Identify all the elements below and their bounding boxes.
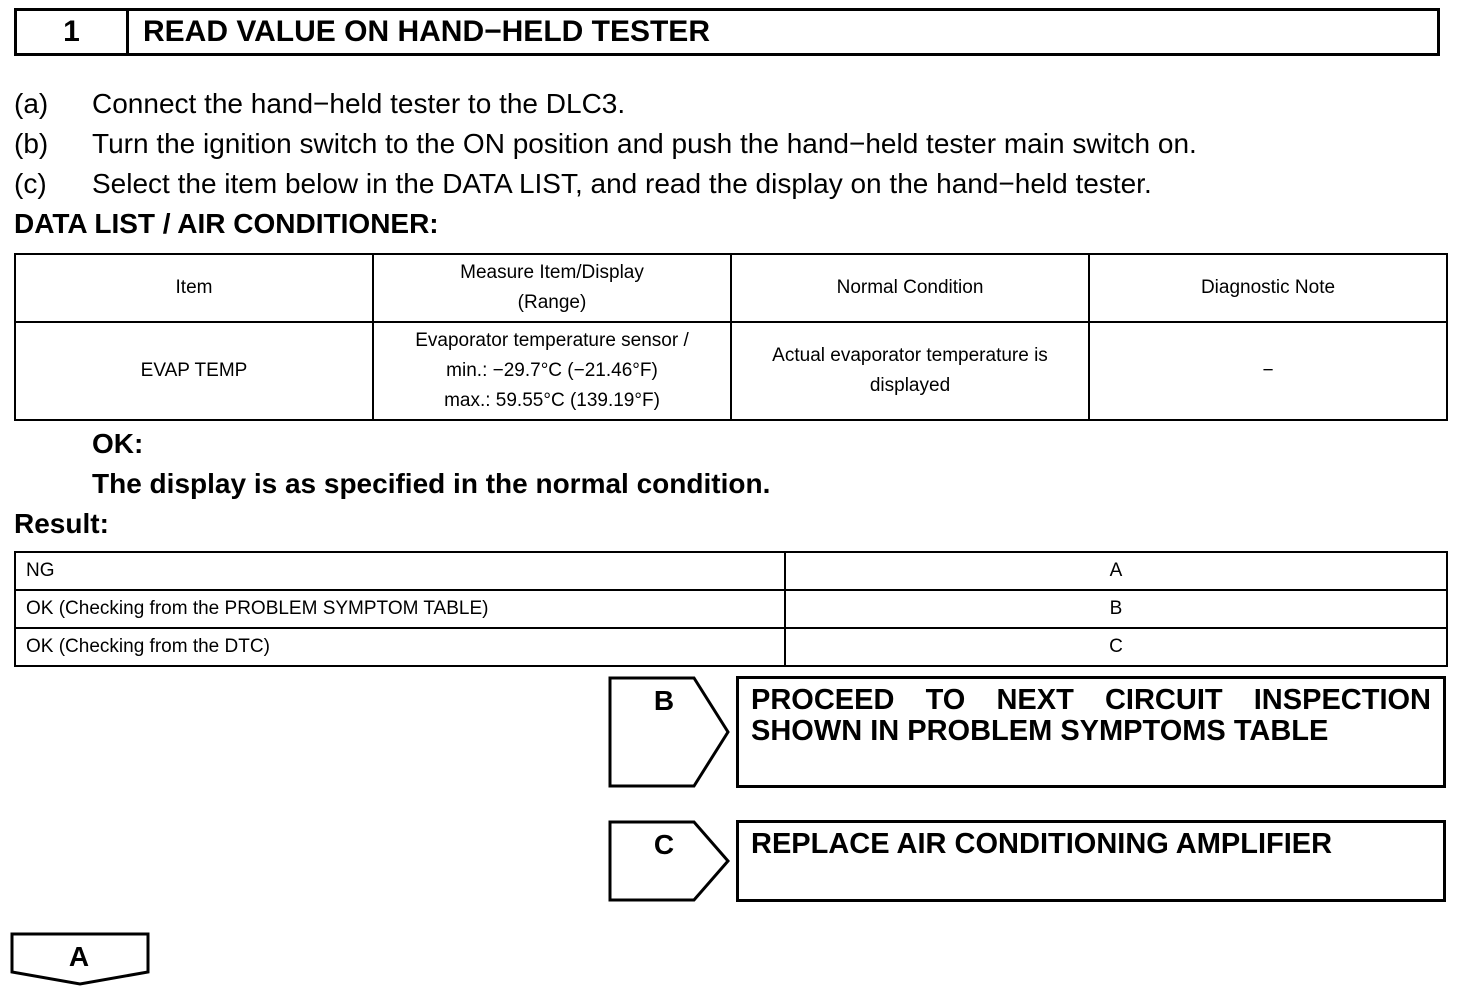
data-list-table bbox=[14, 253, 1448, 421]
branch-b-action-text: PROCEED TO NEXT CIRCUIT INSPECTION SHOWN IN PROBLEM SYMPTOMS TABLE bbox=[751, 684, 1431, 747]
table-header-row bbox=[15, 254, 1447, 322]
instruction-label: (c) bbox=[14, 168, 47, 199]
step-title: READ VALUE ON HAND−HELD TESTER bbox=[143, 15, 710, 48]
branch-b-letter: B bbox=[653, 685, 675, 716]
table-row bbox=[15, 322, 1447, 420]
instruction-a bbox=[14, 86, 625, 122]
instruction-label: (a) bbox=[14, 88, 49, 119]
branch-c-letter: C bbox=[653, 829, 675, 860]
result-condition: NG bbox=[15, 552, 785, 590]
measure-line: max.: 59.55°C (139.19°F) bbox=[444, 390, 660, 411]
branch-a-letter: A bbox=[68, 941, 90, 972]
column-header bbox=[373, 254, 731, 322]
item-cell: EVAP TEMP bbox=[15, 322, 373, 420]
measure-line: min.: −29.7°C (−21.46°F) bbox=[446, 360, 658, 381]
ok-text: The display is as specified in the normal condition. bbox=[92, 468, 771, 499]
diagnostic-note-cell: − bbox=[1089, 322, 1447, 420]
branch-b-action-box bbox=[736, 676, 1446, 788]
column-header-line: Measure Item/Display bbox=[460, 262, 644, 283]
table-row bbox=[15, 552, 1447, 590]
result-code: A bbox=[785, 552, 1447, 590]
instruction-text: Select the item below in the DATA LIST, and read the display on the hand−held tester. bbox=[92, 168, 1152, 199]
data-list-heading: DATA LIST / AIR CONDITIONER: bbox=[14, 208, 439, 239]
column-header: Diagnostic Note bbox=[1089, 254, 1447, 322]
branch-c-action-text: REPLACE AIR CONDITIONING AMPLIFIER bbox=[751, 828, 1333, 860]
measure-cell bbox=[373, 322, 731, 420]
instruction-c bbox=[14, 166, 1152, 202]
normal-line: Actual evaporator temperature is bbox=[772, 345, 1048, 366]
column-header: Item bbox=[15, 254, 373, 322]
normal-line: displayed bbox=[869, 375, 951, 396]
instruction-text: Connect the hand−held tester to the DLC3. bbox=[92, 88, 626, 119]
ok-label: OK: bbox=[92, 428, 144, 459]
instruction-b bbox=[14, 126, 1197, 162]
result-code: C bbox=[785, 628, 1447, 666]
result-table bbox=[14, 551, 1448, 667]
normal-condition-cell bbox=[731, 322, 1089, 420]
step-number: 1 bbox=[17, 11, 129, 53]
branch-c-action-box bbox=[736, 820, 1446, 902]
result-condition: OK (Checking from the DTC) bbox=[15, 628, 785, 666]
instruction-text: Turn the ignition switch to the ON position and push the hand−held tester main switch on. bbox=[92, 128, 1197, 159]
column-header-line: (Range) bbox=[517, 292, 587, 313]
instruction-label: (b) bbox=[14, 128, 49, 159]
result-code: B bbox=[785, 590, 1447, 628]
column-header: Normal Condition bbox=[731, 254, 1089, 322]
procedure-header bbox=[14, 8, 1440, 56]
table-row bbox=[15, 590, 1447, 628]
result-condition: OK (Checking from the PROBLEM SYMPTOM TABLE) bbox=[15, 590, 785, 628]
result-heading: Result: bbox=[14, 508, 109, 539]
table-row bbox=[15, 628, 1447, 666]
measure-line: Evaporator temperature sensor / bbox=[415, 330, 689, 351]
